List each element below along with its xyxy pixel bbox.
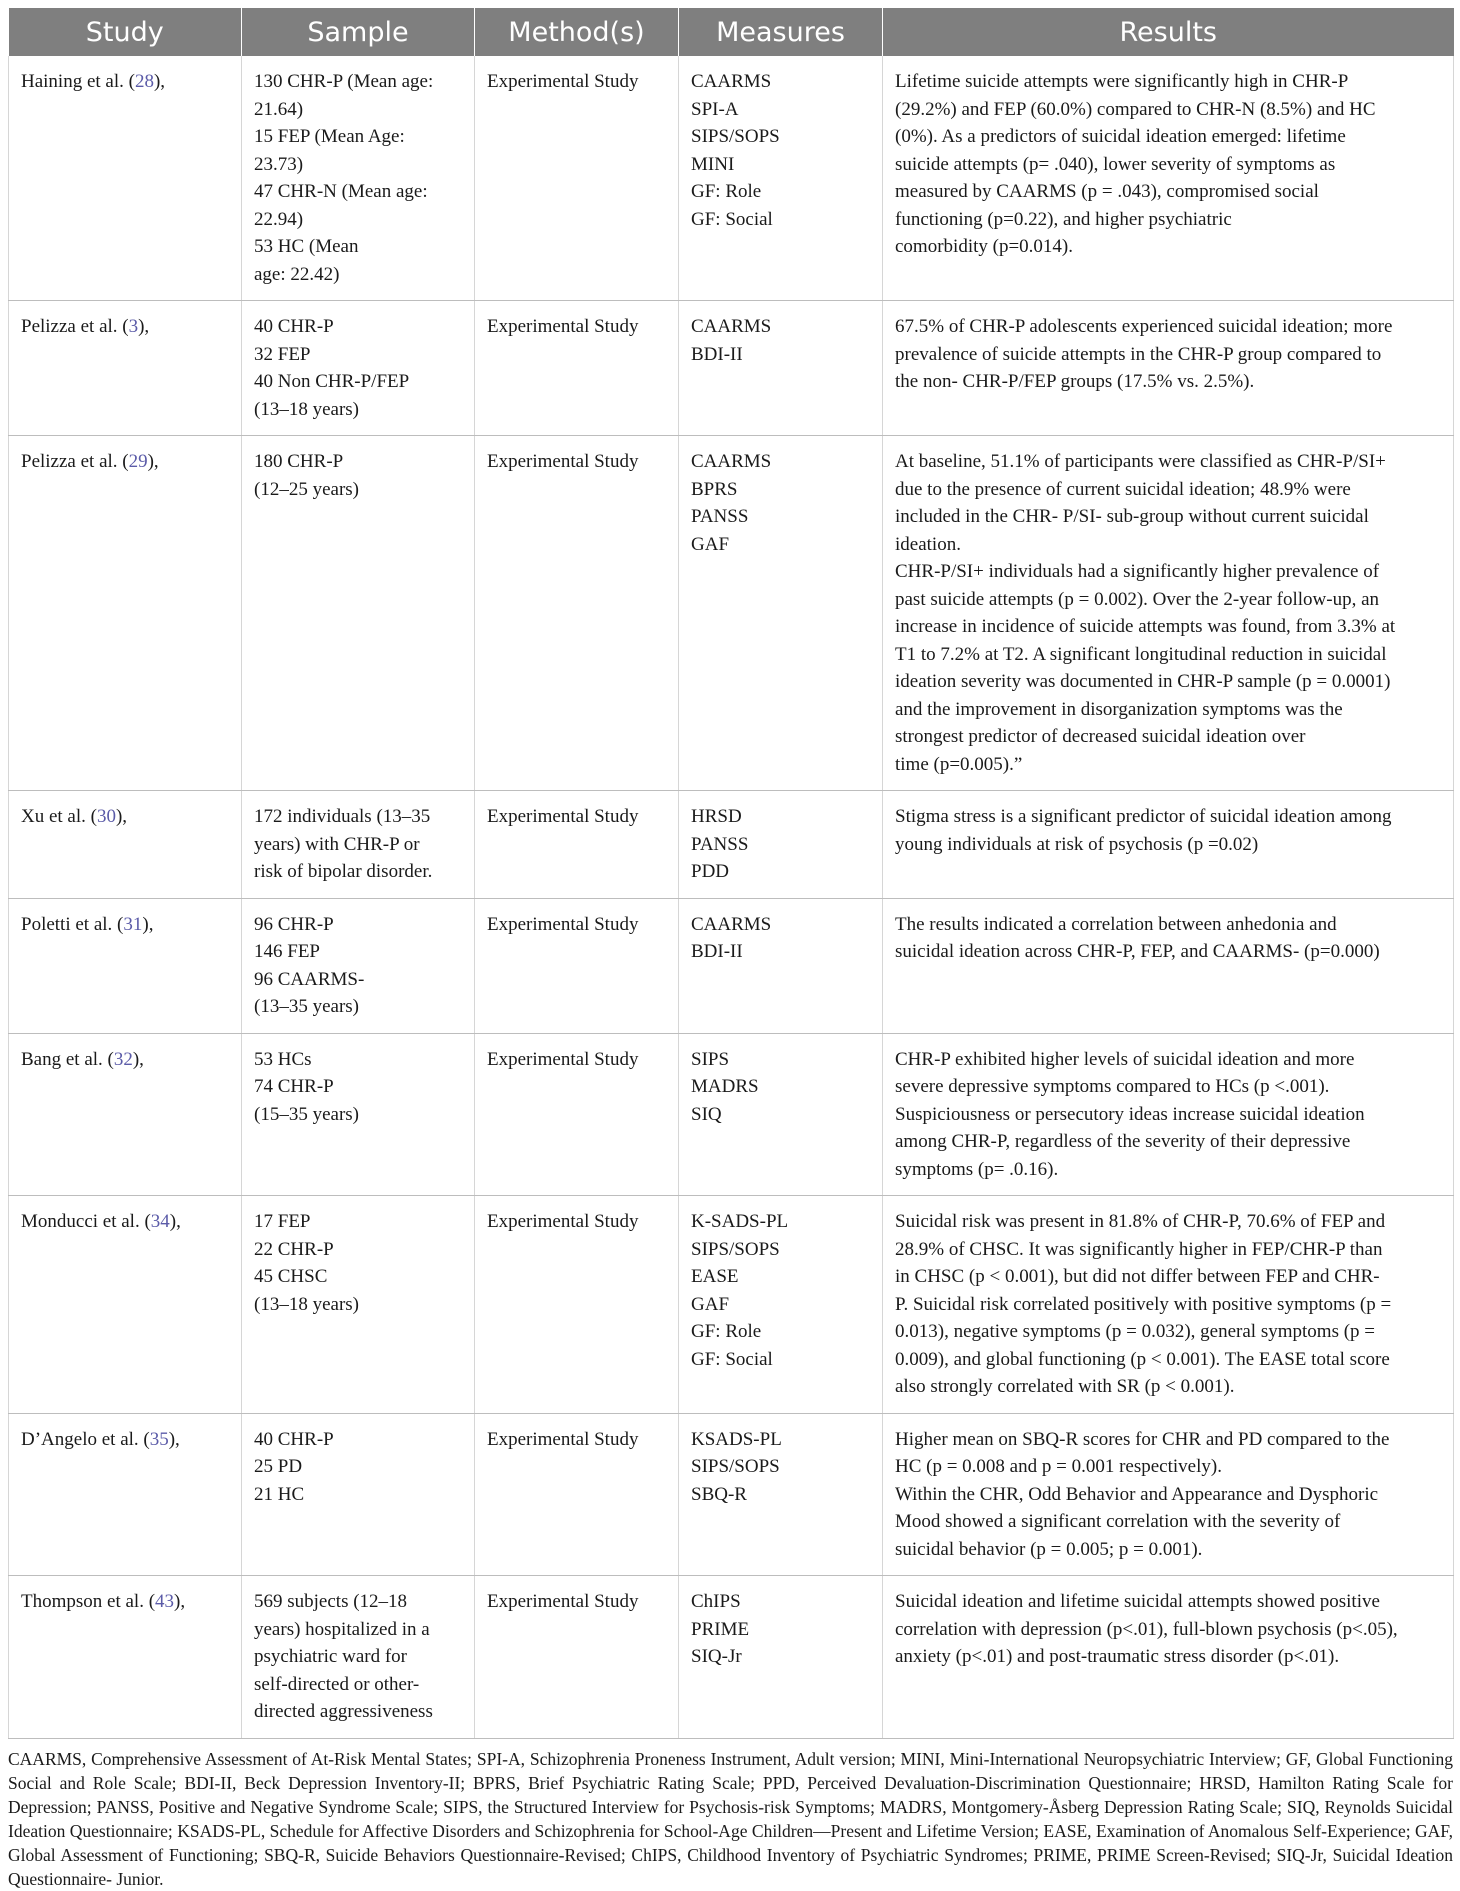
- sample-line: 47 CHR-N (Mean age:: [254, 181, 428, 202]
- cell-results: [883, 301, 1454, 436]
- result-line: HC (p = 0.008 and p = 0.001 respectively).: [895, 1456, 1222, 1477]
- cell-study: [9, 1413, 242, 1576]
- result-line: and the improvement in disorganization symptoms was the: [895, 698, 1343, 720]
- measure-item: MINI: [691, 153, 735, 175]
- sample-line: 15 FEP (Mean Age:: [254, 126, 405, 147]
- cell-sample: [242, 301, 475, 436]
- measure-item: CAARMS: [691, 913, 772, 935]
- study-author: D’Angelo et al. (: [21, 1428, 150, 1450]
- sample-line: (13–18 years): [254, 1293, 359, 1315]
- cell-measures: [679, 436, 883, 791]
- measure-item: K-SADS-PL: [691, 1211, 789, 1232]
- result-line: suicide attempts (p= .040), lower severity of symptoms as: [895, 153, 1336, 175]
- cell-study: [9, 791, 242, 899]
- study-author: Xu et al. (: [21, 806, 97, 827]
- sample-line: (13–18 years): [254, 398, 359, 420]
- sample-line: 569 subjects (12–18: [254, 1591, 408, 1612]
- sample-line: 23.73): [254, 153, 304, 175]
- sample-line: age: 22.42): [254, 263, 340, 285]
- table-header: [9, 8, 1454, 56]
- sample-line: directed aggressiveness: [254, 1701, 433, 1722]
- measure-item: GF: Social: [691, 208, 773, 230]
- result-line: (29.2%) and FEP (60.0%) compared to CHR-N (8.5%) and HC: [895, 98, 1376, 120]
- result-line: Within the CHR, Odd Behavior and Appearance and Dysphoric: [895, 1483, 1379, 1505]
- cell-study: [9, 436, 242, 791]
- cell-measures: [679, 1033, 883, 1196]
- study-suffix: ),: [142, 913, 154, 935]
- sample-line: 53 HC (Mean: [254, 236, 359, 257]
- measure-item: GAF: [691, 533, 730, 555]
- result-line: 0.009), and global functioning (p < 0.001). The EASE total score: [895, 1348, 1390, 1370]
- cell-method: Experimental Study: [475, 1033, 679, 1196]
- measure-item: BPRS: [691, 478, 738, 500]
- measure-item: GF: Role: [691, 181, 762, 202]
- result-line: ideation.: [895, 533, 961, 555]
- cell-results: [883, 898, 1454, 1033]
- measure-item: BDI-II: [691, 343, 743, 365]
- study-author: Monducci et al. (: [21, 1211, 151, 1232]
- sample-line: 53 HCs: [254, 1048, 312, 1070]
- result-line: T1 to 7.2% at T2. A significant longitudinal reduction in suicidal: [895, 643, 1387, 665]
- measure-item: CAARMS: [691, 451, 772, 472]
- result-line: strongest predictor of decreased suicidal ideation over: [895, 726, 1306, 747]
- result-line: young individuals at risk of psychosis (p =0.02): [895, 833, 1259, 855]
- measure-item: SIPS: [691, 1048, 730, 1070]
- cell-study: [9, 301, 242, 436]
- study-suffix: ),: [147, 451, 159, 472]
- result-line: measured by CAARMS (p = .043), compromised social: [895, 181, 1319, 202]
- result-line: Suspiciousness or persecutory ideas increase suicidal ideation: [895, 1103, 1365, 1125]
- header-methods: Method(s): [475, 8, 679, 56]
- result-line: Stigma stress is a significant predictor of suicidal ideation among: [895, 806, 1392, 827]
- measure-item: BDI-II: [691, 941, 743, 962]
- result-line: CHR-P exhibited higher levels of suicidal ideation and more: [895, 1048, 1355, 1070]
- header-results: Results: [883, 8, 1454, 56]
- cell-method: Experimental Study: [475, 1576, 679, 1739]
- sample-line: risk of bipolar disorder.: [254, 861, 433, 882]
- sample-line: psychiatric ward for: [254, 1646, 407, 1667]
- result-line: P. Suicidal risk correlated positively with positive symptoms (p =: [895, 1293, 1392, 1315]
- measure-item: CAARMS: [691, 71, 772, 92]
- measure-item: SIPS/SOPS: [691, 126, 780, 147]
- result-line: time (p=0.005).”: [895, 753, 1023, 775]
- result-line: ideation severity was documented in CHR-P sample (p = 0.0001): [895, 671, 1391, 692]
- measure-item: PANSS: [691, 833, 749, 855]
- measure-item: SIQ: [691, 1103, 722, 1125]
- cell-measures: [679, 56, 883, 301]
- result-line: included in the CHR- P/SI- sub-group without current suicidal: [895, 506, 1369, 527]
- study-suffix: ),: [138, 316, 150, 337]
- result-line: the non- CHR-P/FEP groups (17.5% vs. 2.5%).: [895, 371, 1255, 392]
- result-line: Lifetime suicide attempts were significantly high in CHR-P: [895, 71, 1349, 92]
- study-author: Haining et al. (: [21, 71, 135, 92]
- sample-line: (12–25 years): [254, 478, 359, 500]
- study-suffix: ),: [132, 1048, 144, 1070]
- sample-line: 22.94): [254, 208, 304, 230]
- cell-study: [9, 898, 242, 1033]
- measure-item: SIPS/SOPS: [691, 1456, 780, 1477]
- cell-results: [883, 791, 1454, 899]
- cell-measures: [679, 1576, 883, 1739]
- cell-measures: [679, 898, 883, 1033]
- result-line: The results indicated a correlation between anhedonia and: [895, 913, 1337, 935]
- table-footnote: CAARMS, Comprehensive Assessment of At-Risk Mental States; SPI-A, Schizophrenia Proneness Instrument, Adult version; MINI, Mini-International Neuropsychiatric Interview; GF, Global Functioning Social and Role Scale; BDI-II, Beck Depression Inventory-II; BPRS, Brief Psychiatric Rating Scale; PPD, Perceived Devaluation-Discrimination Questionnaire; HRSD, Hamilton Rating Scale for Depression; PANSS, Positive and Negative Syndrome Scale; SIPS, the Structured Interview for Psychosis-risk Symptoms; MADRS, Montgomery-Åsberg Depression Rating Scale; SIQ, Reynolds Suicidal Ideation Questionnaire; KSADS-PL, Schedule for Affective Disorders and Schizophrenia for School-Age Children—Present and Lifetime Version; EASE, Examination of Anomalous Self-Experience; GAF, Global Assessment of Functioning; SBQ-R, Suicide Behaviors Questionnaire-Revised; ChIPS, Childhood Inventory of Psychiatric Syndromes; PRIME, PRIME Screen-Revised; SIQ-Jr, Suicidal Ideation Questionnaire- Junior.: [8, 1748, 1453, 1889]
- cell-method: Experimental Study: [475, 436, 679, 791]
- table-row: [9, 1576, 1454, 1739]
- cell-method: Experimental Study: [475, 56, 679, 301]
- sample-line: 45 CHSC: [254, 1266, 328, 1287]
- table-row: [9, 898, 1454, 1033]
- result-line: 0.013), negative symptoms (p = 0.032), general symptoms (p =: [895, 1321, 1376, 1342]
- result-line: prevalence of suicide attempts in the CHR-P group compared to: [895, 343, 1382, 365]
- result-line: also strongly correlated with SR (p < 0.001).: [895, 1376, 1235, 1397]
- citation-link[interactable]: 31: [123, 913, 143, 935]
- table-row: [9, 1033, 1454, 1196]
- table-row: [9, 301, 1454, 436]
- cell-measures: [679, 791, 883, 899]
- table-row: [9, 56, 1454, 301]
- study-suffix: ),: [168, 1428, 180, 1450]
- sample-line: 21.64): [254, 98, 304, 120]
- result-line: At baseline, 51.1% of participants were classified as CHR-P/SI+: [895, 451, 1386, 472]
- sample-line: 130 CHR-P (Mean age:: [254, 71, 434, 92]
- citation-link[interactable]: 28: [134, 71, 154, 92]
- result-line: anxiety (p<.01) and post-traumatic stress disorder (p<.01).: [895, 1646, 1340, 1667]
- cell-results: [883, 1576, 1454, 1739]
- citation-link[interactable]: 35: [149, 1428, 169, 1450]
- cell-sample: [242, 436, 475, 791]
- result-line: Higher mean on SBQ-R scores for CHR and PD compared to the: [895, 1428, 1390, 1450]
- cell-study: [9, 1033, 242, 1196]
- citation-link[interactable]: 43: [155, 1591, 175, 1612]
- sample-line: (15–35 years): [254, 1103, 359, 1125]
- cell-sample: [242, 56, 475, 301]
- sample-line: 96 CHR-P: [254, 913, 334, 935]
- measure-item: SIQ-Jr: [691, 1646, 742, 1667]
- sample-line: 32 FEP: [254, 343, 311, 365]
- cell-sample: [242, 1576, 475, 1739]
- cell-sample: [242, 1413, 475, 1576]
- cell-study: [9, 1196, 242, 1414]
- citation-link[interactable]: 29: [128, 451, 148, 472]
- measure-item: PDD: [691, 861, 730, 882]
- sample-line: years) hospitalized in a: [254, 1618, 430, 1640]
- header-row: [9, 8, 1454, 56]
- measure-item: GF: Social: [691, 1348, 773, 1370]
- cell-results: [883, 1413, 1454, 1576]
- study-author: Thompson et al. (: [21, 1591, 156, 1612]
- study-author: Pelizza et al. (: [21, 316, 129, 337]
- table-row: [9, 791, 1454, 899]
- result-line: severe depressive symptoms compared to HCs (p <.001).: [895, 1076, 1330, 1097]
- sample-line: 17 FEP: [254, 1211, 311, 1232]
- result-line: (0%). As a predictors of suicidal ideation emerged: lifetime: [895, 126, 1346, 147]
- sample-line: 40 CHR-P: [254, 1428, 334, 1450]
- header-measures: Measures: [679, 8, 883, 56]
- measure-item: EASE: [691, 1266, 739, 1287]
- sample-line: 21 HC: [254, 1483, 305, 1505]
- measure-item: CAARMS: [691, 316, 772, 337]
- sample-line: 25 PD: [254, 1456, 303, 1477]
- studies-table: [8, 8, 1454, 1739]
- result-line: suicidal ideation across CHR-P, FEP, and CAARMS- (p=0.000): [895, 941, 1380, 962]
- cell-results: [883, 56, 1454, 301]
- cell-sample: [242, 791, 475, 899]
- result-line: comorbidity (p=0.014).: [895, 236, 1073, 257]
- result-line: among CHR-P, regardless of the severity of their depressive: [895, 1131, 1351, 1152]
- cell-measures: [679, 1196, 883, 1414]
- result-line: in CHSC (p < 0.001), but did not differ between FEP and CHR-: [895, 1266, 1380, 1287]
- study-author: Poletti et al. (: [21, 913, 124, 935]
- cell-sample: [242, 1033, 475, 1196]
- citation-link[interactable]: 34: [150, 1211, 170, 1232]
- cell-method: Experimental Study: [475, 1413, 679, 1576]
- measure-item: SIPS/SOPS: [691, 1238, 780, 1260]
- result-line: correlation with depression (p<.01), full-blown psychosis (p<.05),: [895, 1618, 1398, 1640]
- sample-line: (13–35 years): [254, 996, 359, 1017]
- result-line: 28.9% of CHSC. It was significantly higher in FEP/CHR-P than: [895, 1238, 1383, 1260]
- study-suffix: ),: [174, 1591, 186, 1612]
- measure-item: ChIPS: [691, 1591, 741, 1612]
- sample-line: 96 CAARMS-: [254, 968, 365, 990]
- cell-measures: [679, 301, 883, 436]
- cell-method: Experimental Study: [475, 1196, 679, 1414]
- citation-link[interactable]: 3: [128, 316, 139, 337]
- cell-measures: [679, 1413, 883, 1576]
- sample-line: 172 individuals (13–35: [254, 806, 431, 827]
- result-line: due to the presence of current suicidal ideation; 48.9% were: [895, 478, 1351, 500]
- cell-method: Experimental Study: [475, 791, 679, 899]
- cell-method: Experimental Study: [475, 898, 679, 1033]
- study-suffix: ),: [153, 71, 166, 92]
- result-line: Suicidal ideation and lifetime suicidal attempts showed positive: [895, 1591, 1380, 1612]
- citation-link[interactable]: 30: [96, 806, 116, 827]
- result-line: Suicidal risk was present in 81.8% of CHR-P, 70.6% of FEP and: [895, 1211, 1386, 1232]
- sample-line: 146 FEP: [254, 941, 320, 962]
- result-line: functioning (p=0.22), and higher psychiatric: [895, 208, 1232, 230]
- sample-line: 180 CHR-P: [254, 451, 344, 472]
- result-line: symptoms (p= .0.16).: [895, 1158, 1059, 1180]
- header-study: Study: [9, 8, 242, 56]
- sample-line: 40 CHR-P: [254, 316, 334, 337]
- measure-item: SBQ-R: [691, 1483, 747, 1505]
- sample-line: self-directed or other-: [254, 1673, 420, 1695]
- sample-line: years) with CHR-P or: [254, 833, 420, 855]
- measure-item: SPI-A: [691, 98, 739, 120]
- cell-sample: [242, 898, 475, 1033]
- measure-item: GF: Role: [691, 1321, 762, 1342]
- result-line: CHR-P/SI+ individuals had a significantly higher prevalence of: [895, 561, 1380, 582]
- header-sample: Sample: [242, 8, 475, 56]
- result-line: Mood showed a significant correlation with the severity of: [895, 1511, 1341, 1532]
- cell-method: Experimental Study: [475, 301, 679, 436]
- measure-item: KSADS-PL: [691, 1428, 782, 1450]
- sample-line: 22 CHR-P: [254, 1238, 334, 1260]
- sample-line: 74 CHR-P: [254, 1076, 334, 1097]
- cell-study: [9, 56, 242, 301]
- table-body: [9, 56, 1454, 1738]
- result-line: 67.5% of CHR-P adolescents experienced suicidal ideation; more: [895, 316, 1393, 337]
- cell-study: [9, 1576, 242, 1739]
- table-row: [9, 1413, 1454, 1576]
- table-container: [8, 8, 1453, 1891]
- measure-item: MADRS: [691, 1076, 759, 1097]
- study-suffix: ),: [115, 806, 128, 827]
- table-row: [9, 1196, 1454, 1414]
- result-line: increase in incidence of suicide attempts was found, from 3.3% at: [895, 616, 1396, 637]
- table-row: [9, 436, 1454, 791]
- study-author: Pelizza et al. (: [21, 451, 129, 472]
- measure-item: HRSD: [691, 806, 742, 827]
- study-author: Bang et al. (: [21, 1048, 114, 1070]
- measure-item: PANSS: [691, 506, 749, 527]
- measure-item: GAF: [691, 1293, 730, 1315]
- cell-sample: [242, 1196, 475, 1414]
- cell-results: [883, 1033, 1454, 1196]
- cell-results: [883, 436, 1454, 791]
- citation-link[interactable]: 32: [113, 1048, 133, 1070]
- study-suffix: ),: [169, 1211, 181, 1232]
- result-line: past suicide attempts (p = 0.002). Over the 2-year follow-up, an: [895, 588, 1379, 610]
- measure-item: PRIME: [691, 1618, 750, 1640]
- sample-line: 40 Non CHR-P/FEP: [254, 371, 410, 392]
- cell-results: [883, 1196, 1454, 1414]
- result-line: suicidal behavior (p = 0.005; p = 0.001).: [895, 1538, 1203, 1560]
